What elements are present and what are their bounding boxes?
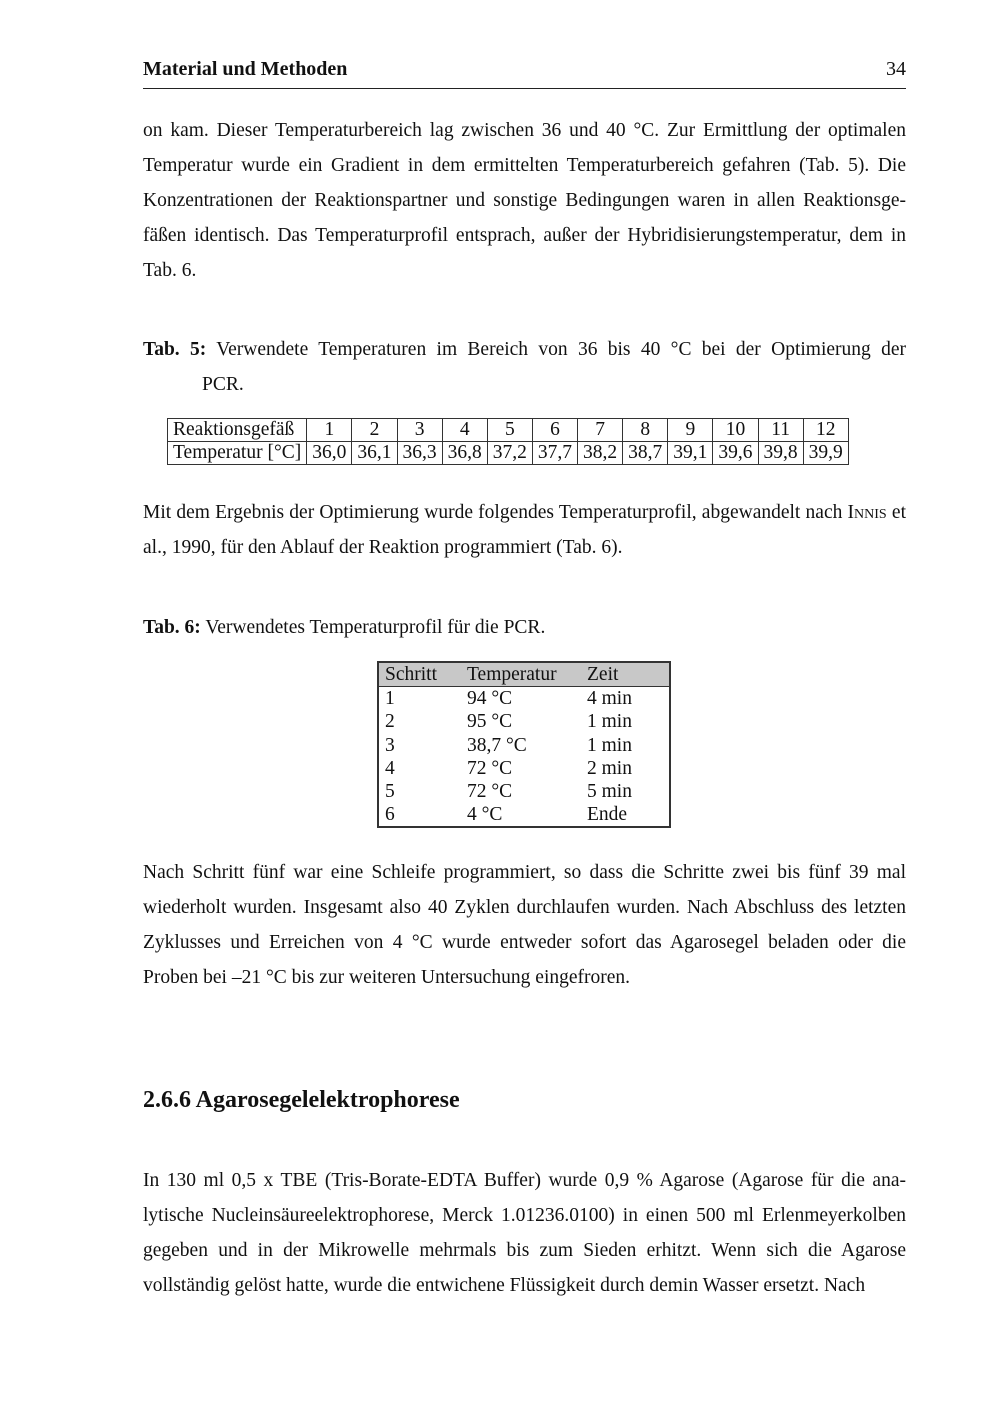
table5-temperature-cell: 39,9 bbox=[803, 442, 848, 465]
table5-temperature-cell: 38,7 bbox=[623, 442, 668, 465]
table5-row-temperatures bbox=[168, 442, 849, 465]
author-name: Innis bbox=[847, 502, 887, 523]
table5-vessel-cell: 3 bbox=[397, 419, 442, 442]
table5-row-header: Reaktionsgefäß bbox=[168, 419, 307, 442]
table5-temperature-cell: 39,1 bbox=[668, 442, 713, 465]
table5-temperatures bbox=[167, 418, 849, 465]
table6-row bbox=[378, 780, 670, 803]
table5-row-header: Temperatur [°C] bbox=[168, 442, 307, 465]
table5-vessel-cell: 7 bbox=[578, 419, 623, 442]
table5-temperature-cell: 36,0 bbox=[307, 442, 352, 465]
table6-row bbox=[378, 734, 670, 757]
table6-row bbox=[378, 687, 670, 711]
table6-caption bbox=[143, 610, 906, 645]
paragraph-agarose-prep: In 130 ml 0,5 x TBE (Tris-Borate-EDTA Buffer) wurde 0,9 % Agarose (Agarose für die analytische Nucleinsäureelektrophorese, Merck 1.01236.0100) in einen 500 ml Erlenmeyerkolben gegeben und in der Mikrowelle mehrmals bis zum Sieden erhitzt. Wenn sich die Agarose vollständig gelöst hatte, wurde die entwichene Flüssigkeit durch demin Wasser ersetzt. Nach bbox=[143, 1170, 906, 1296]
table6-cell: 72 °C bbox=[467, 781, 513, 803]
running-title: Material und Methoden bbox=[143, 58, 348, 80]
table6-cell: 5 bbox=[385, 781, 395, 803]
table6-cell: 38,7 °C bbox=[467, 734, 527, 756]
table6-row bbox=[378, 757, 670, 780]
table5-vessel-cell: 1 bbox=[307, 419, 352, 442]
table5-temperature-cell: 37,2 bbox=[487, 442, 532, 465]
table5-caption-line1 bbox=[143, 332, 906, 367]
page-number: 34 bbox=[886, 58, 906, 80]
paragraph-profile-intro bbox=[143, 495, 906, 565]
table5-vessel-cell: 4 bbox=[442, 419, 487, 442]
table6-cell: 1 bbox=[385, 688, 395, 710]
table6-cell: 6 bbox=[385, 804, 395, 826]
table6-cell: 72 °C bbox=[467, 757, 513, 779]
table6-header-cell: Temperatur bbox=[461, 662, 581, 687]
table6-temperature-profile bbox=[377, 661, 671, 828]
table5-vessel-cell: 2 bbox=[352, 419, 397, 442]
table5-vessel-cell: 11 bbox=[758, 419, 803, 442]
table5-temperature-cell: 38,2 bbox=[578, 442, 623, 465]
table5-caption-text: Verwendete Temperaturen im Bereich von 36 bis 40 °C bei der Optimierung der bbox=[216, 339, 906, 360]
table6-header-cell: Schritt bbox=[378, 662, 461, 687]
table5-row-vessels bbox=[168, 419, 849, 442]
table5-temperature-cell: 36,8 bbox=[442, 442, 487, 465]
table6-row bbox=[378, 710, 670, 733]
table6-cell: 5 min bbox=[587, 781, 632, 803]
table6-cell: 1 min bbox=[587, 711, 632, 733]
table5-vessel-cell: 8 bbox=[623, 419, 668, 442]
table5-vessel-cell: 12 bbox=[803, 419, 848, 442]
section-heading: 2.6.6 Agarosegelelektrophorese bbox=[143, 1087, 460, 1113]
table5-vessel-cell: 10 bbox=[713, 419, 758, 442]
table5-temperature-cell: 39,6 bbox=[713, 442, 758, 465]
table6-cell: 2 bbox=[385, 711, 395, 733]
page-header bbox=[143, 58, 906, 89]
table5-temperature-cell: 36,1 bbox=[352, 442, 397, 465]
table6-cell: 2 min bbox=[587, 757, 632, 779]
paragraph-text: et al., 1990, für den Ablauf der Reaktion programmiert (Tab. 6). bbox=[143, 502, 906, 558]
table6-cell: 4 bbox=[385, 757, 395, 779]
table6-label: Tab. 6: bbox=[143, 617, 201, 638]
table5-vessel-cell: 9 bbox=[668, 419, 713, 442]
table6-caption-text: Verwendetes Temperaturprofil für die PCR. bbox=[205, 617, 546, 638]
paragraph-temperature-gradient: on kam. Dieser Temperaturbereich lag zwischen 36 und 40 °C. Zur Ermittlung der optimalen Temperatur wurde ein Gradient in dem ermittelten Temperaturbereich gefahren (Tab. 5). Die Konzentrationen der Reaktionspartner und sonstige Bedingungen waren in allen Reaktionsgefäßen identisch. Das Temperaturprofil entsprach, außer der Hybridisierungstemperatur, dem in Tab. 6. bbox=[143, 120, 906, 281]
table6-cell: 3 bbox=[385, 734, 395, 756]
table6-row bbox=[378, 803, 670, 827]
table6-header-cell: Zeit bbox=[581, 662, 670, 687]
table5-label: Tab. 5: bbox=[143, 339, 207, 360]
table5-temperature-cell: 37,7 bbox=[532, 442, 577, 465]
table5-caption bbox=[143, 332, 906, 402]
paragraph-cycles: Nach Schritt fünf war eine Schleife programmiert, so dass die Schritte zwei bis fünf 39 mal wiederholt wurden. Insgesamt also 40 Zyklen durchlaufen wurden. Nach Abschluss des letzten Zyklusses und Erreichen von 4 °C wurde entweder sofort das Agarosegel beladen oder die Proben bei –21 °C bis zur weiteren Untersuchung eingefroren. bbox=[143, 862, 906, 988]
table5-temperature-cell: 36,3 bbox=[397, 442, 442, 465]
table5-caption-line2: PCR. bbox=[202, 374, 244, 395]
table6-header-row bbox=[378, 662, 670, 687]
table5-temperature-cell: 39,8 bbox=[758, 442, 803, 465]
table6-cell: 95 °C bbox=[467, 711, 513, 733]
table5-vessel-cell: 5 bbox=[487, 419, 532, 442]
paragraph-text: Mit dem Ergebnis der Optimierung wurde folgendes Temperaturprofil, abgewandelt nach bbox=[143, 502, 848, 523]
table5-vessel-cell: 6 bbox=[532, 419, 577, 442]
table6-cell: 4 min bbox=[587, 688, 632, 710]
table6-cell: Ende bbox=[587, 804, 628, 826]
table6-cell: 4 °C bbox=[467, 804, 503, 826]
table6-cell: 1 min bbox=[587, 734, 632, 756]
table6-cell: 94 °C bbox=[467, 688, 513, 710]
